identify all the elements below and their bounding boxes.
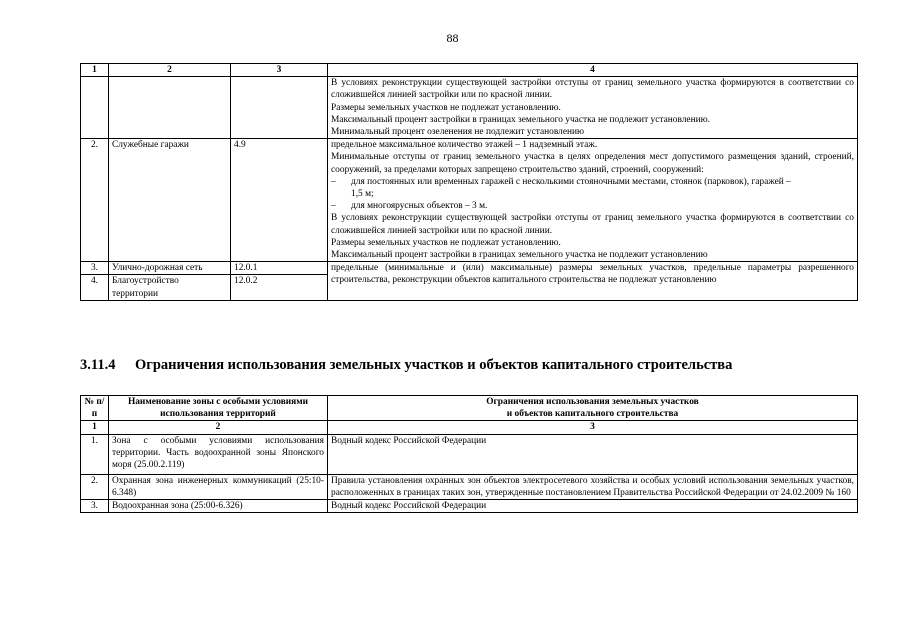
text-line: В условиях реконструкции существующей застройки отступы от границ земельного участка формируются в соответствии со сложившейся линией застройки или по красной линии. xyxy=(331,213,854,236)
section-title: Ограничения использования земельных участков и объектов капитального строительства xyxy=(135,357,733,373)
section-number: 3.11.4 xyxy=(80,357,116,373)
restriction-text: Водный кодекс Российской Федерации xyxy=(328,434,858,474)
use-name: Служебные гаражи xyxy=(109,139,231,262)
row-number: 3. xyxy=(81,262,109,275)
text-line: Размеры земельных участков не подлежат установлению. xyxy=(331,102,561,113)
header-zone: Наименование зоны с особыми условиями использования территорий xyxy=(109,396,328,421)
text-line: Минимальный процент озеленения не подлежит установлению xyxy=(331,127,585,138)
dash-bullet: – xyxy=(331,176,336,187)
row-number: 2. xyxy=(81,474,109,499)
column-number-2: 2 xyxy=(109,421,328,434)
table-row xyxy=(81,262,858,275)
column-number-1: 1 xyxy=(81,64,109,77)
parameters-cell xyxy=(328,139,858,262)
dash-bullet: – xyxy=(331,201,336,212)
restrictions-table xyxy=(80,395,858,513)
table-header-row xyxy=(81,64,858,77)
restriction-text: Водный кодекс Российской Федерации xyxy=(328,500,858,513)
use-name: Благоустройство территории xyxy=(109,275,231,300)
parameters-cell: предельные (минимальные и (или) максимальные) размеры земельных участков, предельные параметры разрешенного строительства, реконструкции объектов капитального строительства не подлежат установлению xyxy=(328,262,858,301)
bullet-item xyxy=(331,200,854,212)
use-code: 12.0.2 xyxy=(231,275,328,300)
text-line: Размеры земельных участков не подлежат установлению. xyxy=(331,237,561,248)
table-row xyxy=(81,139,858,262)
header-num: № п/п xyxy=(81,396,109,421)
row-number: 2. xyxy=(81,139,109,262)
table-row xyxy=(81,434,858,474)
row-number: 3. xyxy=(81,500,109,513)
land-use-table xyxy=(80,63,858,301)
row-number: 4. xyxy=(81,275,109,300)
bullet-text: для многоярусных объектов – 3 м. xyxy=(351,201,488,212)
table-row xyxy=(81,474,858,499)
use-code: 4.9 xyxy=(231,139,328,262)
bullet-text: для постоянных или временных гаражей с несколькими стояночными местами, стоянок (парковок), гаражей – xyxy=(351,176,791,187)
zone-name: Водоохранная зона (25:00-6.326) xyxy=(109,500,328,513)
header-restrictions xyxy=(328,396,858,421)
column-number-3: 3 xyxy=(328,421,858,434)
column-number-row xyxy=(81,421,858,434)
row-number: 1. xyxy=(81,434,109,474)
column-number-2: 2 xyxy=(109,64,231,77)
text-line: Максимальный процент застройки в границах земельного участка не подлежит установлению. xyxy=(331,114,710,125)
text-line: Минимальные отступы от границ земельного участка в целях определения мест допустимого размещения зданий, строений, сооружений, за пределами которых запрещено строительство зданий, строений, сооружений: xyxy=(331,152,854,175)
use-code: 12.0.1 xyxy=(231,262,328,275)
parameters-cell xyxy=(328,77,858,139)
text-line: предельное максимальное количество этажей – 1 надземный этаж. xyxy=(331,140,598,151)
table-header-row xyxy=(81,396,858,421)
bullet-continuation: 1,5 м; xyxy=(351,189,374,200)
use-name: Улично-дорожная сеть xyxy=(109,262,231,275)
text-line: Максимальный процент застройки в границах земельного участка не подлежит установлению xyxy=(331,250,708,261)
column-number-3: 3 xyxy=(231,64,328,77)
table-row xyxy=(81,500,858,513)
bullet-item xyxy=(331,176,854,188)
restriction-text: Правила установления охранных зон объектов электросетевого хозяйства и особых условий использования земельных участков, расположенных в границах таких зон, утвержденные постановлением Правительства Российской Федерации от 24.02.2009 № 160 xyxy=(328,474,858,499)
section-heading xyxy=(80,357,732,374)
zone-name: Зона с особыми условиями использования территории. Часть водоохранной зоны Японского моря (25.00.2.119) xyxy=(109,434,328,474)
column-number-1: 1 xyxy=(81,421,109,434)
zone-name: Охранная зона инженерных коммуникаций (25:10-6.348) xyxy=(109,474,328,499)
table-row xyxy=(81,77,858,139)
header-restrictions-line: Ограничения использования земельных участков xyxy=(486,397,699,407)
page-number: 88 xyxy=(446,31,459,45)
text-line: В условиях реконструкции существующей застройки отступы от границ земельного участка формируются в соответствии со сложившейся линией застройки или по красной линии. xyxy=(331,78,854,101)
header-restrictions-line: и объектов капитального строительства xyxy=(506,409,679,420)
column-number-4: 4 xyxy=(328,64,858,77)
